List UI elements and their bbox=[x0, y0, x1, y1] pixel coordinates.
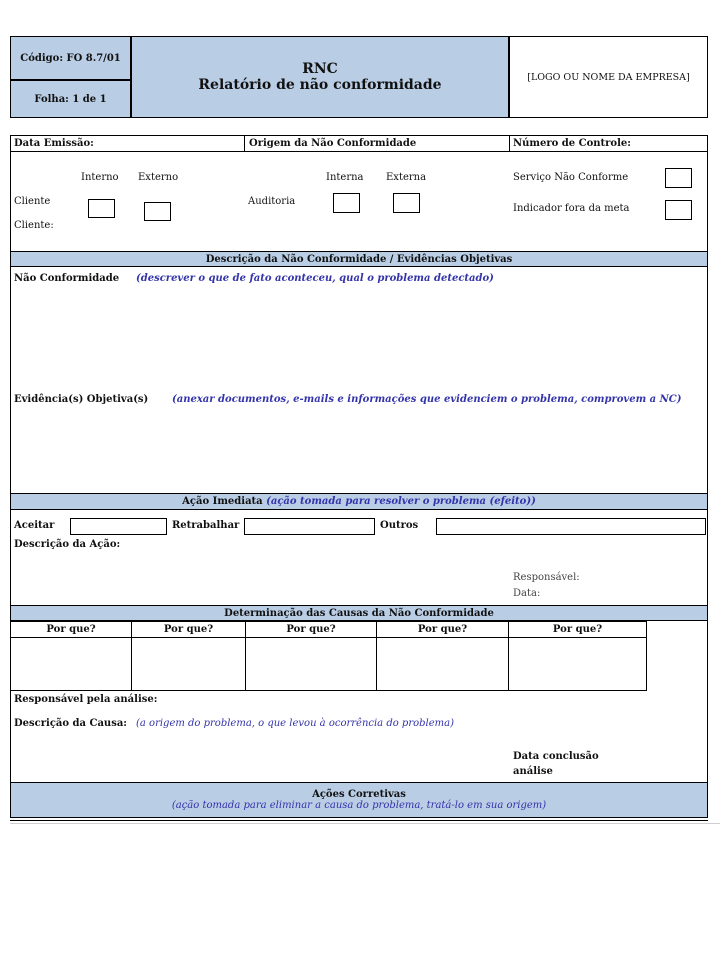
others-field[interactable] bbox=[436, 518, 706, 535]
cause-description-hint: (a origem do problema, o que levou à ocorrência do problema) bbox=[136, 718, 454, 729]
evidence-hint: (anexar documentos, e-mails e informações que evidenciem o problema, comprovem a NC) bbox=[172, 394, 682, 405]
immediate-action-hint: (ação tomada para resolver o problema (efeito)) bbox=[266, 496, 536, 507]
analysis-conclusion-date-line1: Data conclusão bbox=[513, 751, 599, 762]
origin-label: Origem da Não Conformidade bbox=[249, 138, 417, 149]
corrective-actions-header bbox=[10, 782, 708, 818]
nc-hint: (descrever o que de fato aconteceu, qual o problema detectado) bbox=[136, 273, 494, 284]
why-cell-2[interactable] bbox=[131, 637, 246, 691]
corrective-actions-hint: (ação tomada para eliminar a causa do problema, tratá-lo em sua origem) bbox=[171, 800, 547, 811]
corrective-actions-title: Ações Corretivas bbox=[312, 789, 406, 800]
why-header-3: Por que? bbox=[245, 621, 377, 638]
rework-field[interactable] bbox=[244, 518, 375, 535]
accept-label: Aceitar bbox=[14, 520, 55, 531]
action-responsible-label: Responsável: bbox=[513, 572, 580, 583]
accept-field[interactable] bbox=[70, 518, 167, 535]
form-subtitle: Relatório de não conformidade bbox=[198, 77, 442, 93]
label-external: Externo bbox=[138, 172, 179, 183]
cause-description-label: Descrição da Causa: bbox=[14, 718, 128, 729]
analysis-responsible-label: Responsável pela análise: bbox=[14, 694, 158, 705]
why-header-2: Por que? bbox=[131, 621, 246, 638]
checkbox-client-internal[interactable] bbox=[88, 199, 115, 218]
checkbox-audit-internal[interactable] bbox=[333, 193, 360, 213]
label-audit-external: Externa bbox=[386, 172, 427, 183]
label-client-2: Cliente: bbox=[14, 220, 54, 231]
form-sheet: Folha: 1 de 1 bbox=[10, 80, 131, 118]
why-cell-3[interactable] bbox=[245, 637, 377, 691]
analysis-conclusion-date-line2: análise bbox=[513, 766, 553, 777]
why-cell-1[interactable] bbox=[10, 637, 132, 691]
label-audit-internal: Interna bbox=[326, 172, 364, 183]
issue-date-label: Data Emissão: bbox=[14, 138, 94, 149]
why-cell-4[interactable] bbox=[376, 637, 509, 691]
why-header-1: Por que? bbox=[10, 621, 132, 638]
rework-label: Retrabalhar bbox=[172, 520, 240, 531]
company-logo-placeholder: [LOGO OU NOME DA EMPRESA] bbox=[509, 36, 708, 118]
label-indicator-off-target: Indicador fora da meta bbox=[513, 203, 630, 214]
checkbox-nonconforming-service[interactable] bbox=[665, 168, 692, 188]
description-body[interactable] bbox=[10, 267, 708, 493]
checkbox-client-external[interactable] bbox=[144, 202, 171, 221]
immediate-action-header bbox=[10, 493, 708, 510]
control-number-label: Número de Controle: bbox=[513, 138, 631, 149]
evidence-label: Evidência(s) Objetiva(s) bbox=[14, 394, 149, 405]
why-header-4: Por que? bbox=[376, 621, 509, 638]
checkbox-audit-external[interactable] bbox=[393, 193, 420, 213]
label-internal: Interno bbox=[81, 172, 119, 183]
why-header-5: Por que? bbox=[508, 621, 647, 638]
why-cell-5[interactable] bbox=[508, 637, 647, 691]
action-description-label: Descrição da Ação: bbox=[14, 539, 121, 550]
immediate-action-title: Ação Imediata bbox=[182, 496, 263, 507]
others-label: Outros bbox=[380, 520, 419, 531]
label-audit: Auditoria bbox=[248, 196, 296, 207]
checkbox-indicator-off-target[interactable] bbox=[665, 200, 692, 220]
label-client: Cliente bbox=[14, 196, 51, 207]
label-nonconforming-service: Serviço Não Conforme bbox=[513, 172, 629, 183]
causes-header: Determinação das Causas da Não Conformidade bbox=[10, 605, 708, 621]
action-date-label: Data: bbox=[513, 588, 541, 599]
description-header: Descrição da Não Conformidade / Evidências Objetivas bbox=[10, 251, 708, 267]
form-code: Código: FO 8.7/01 bbox=[10, 36, 131, 80]
form-title-block bbox=[131, 36, 509, 118]
nc-label: Não Conformidade bbox=[14, 273, 120, 284]
form-title: RNC bbox=[302, 61, 338, 77]
